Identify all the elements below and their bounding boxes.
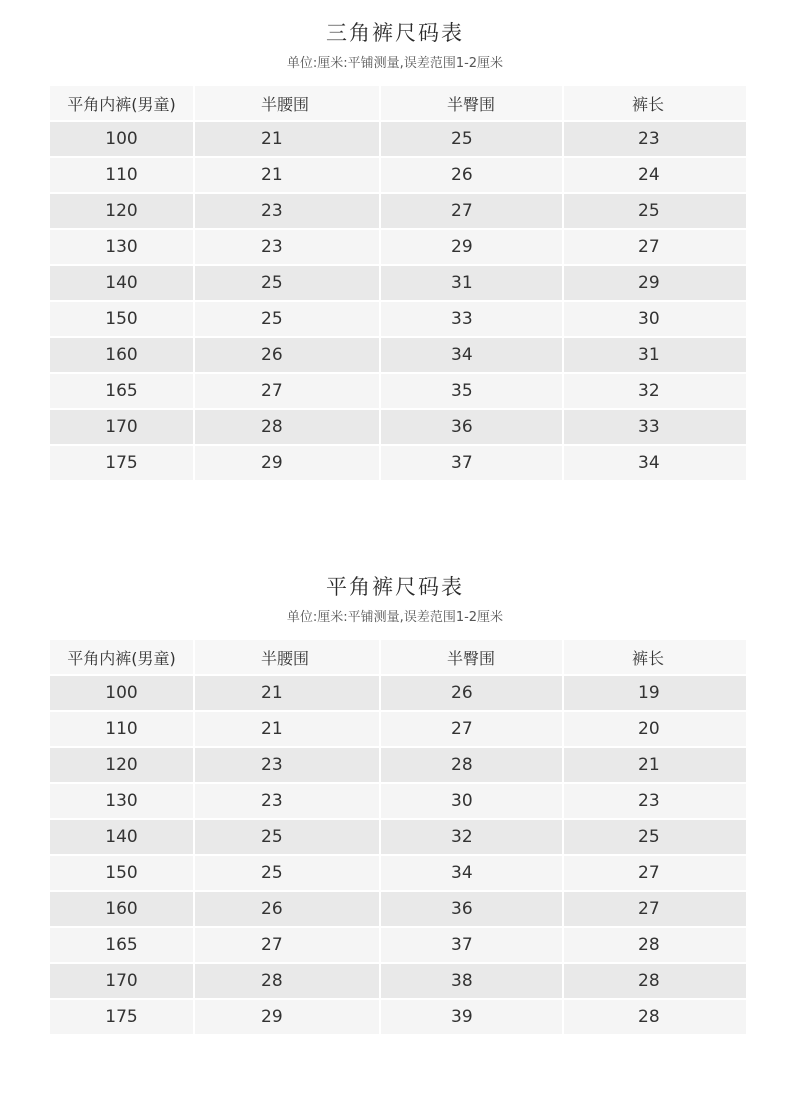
column-header: 平角内裤(男童) xyxy=(50,86,193,120)
table-row xyxy=(50,302,746,336)
table-cell: 165 xyxy=(50,928,193,962)
table-cell: 23 xyxy=(195,230,379,264)
column-header: 平角内裤(男童) xyxy=(50,640,193,674)
table-cell: 27 xyxy=(564,892,746,926)
table-cell: 35 xyxy=(381,374,562,408)
column-header: 裤长 xyxy=(564,640,746,674)
table-row xyxy=(50,374,746,408)
table-cell: 175 xyxy=(50,446,193,480)
table-cell: 110 xyxy=(50,158,193,192)
table-cell: 23 xyxy=(195,784,379,818)
table-row xyxy=(50,712,746,746)
table-cell: 21 xyxy=(195,158,379,192)
size-chart-briefs xyxy=(0,18,790,473)
column-header: 半臀围 xyxy=(381,640,562,674)
column-header: 裤长 xyxy=(564,86,746,120)
table-row xyxy=(50,748,746,782)
table-cell: 20 xyxy=(564,712,746,746)
table-row xyxy=(50,230,746,264)
table-cell: 130 xyxy=(50,230,193,264)
table-row xyxy=(50,338,746,372)
table-cell: 27 xyxy=(564,856,746,890)
table-cell: 23 xyxy=(195,194,379,228)
table-cell: 19 xyxy=(564,676,746,710)
table-row xyxy=(50,1000,746,1034)
table-cell: 38 xyxy=(381,964,562,998)
table-row xyxy=(50,410,746,444)
table-cell: 32 xyxy=(381,820,562,854)
table-cell: 150 xyxy=(50,302,193,336)
table-cell: 23 xyxy=(195,748,379,782)
table-row xyxy=(50,820,746,854)
table-cell: 33 xyxy=(564,410,746,444)
table-row xyxy=(50,892,746,926)
column-header: 半腰围 xyxy=(195,640,379,674)
table-cell: 31 xyxy=(564,338,746,372)
table-cell: 29 xyxy=(195,1000,379,1034)
header-row xyxy=(50,640,746,674)
table-cell: 23 xyxy=(564,122,746,156)
table-cell: 27 xyxy=(564,230,746,264)
table-cell: 25 xyxy=(381,122,562,156)
table-cell: 27 xyxy=(381,194,562,228)
table-cell: 110 xyxy=(50,712,193,746)
table-cell: 160 xyxy=(50,892,193,926)
table-cell: 34 xyxy=(381,338,562,372)
table-cell: 27 xyxy=(381,712,562,746)
table-cell: 33 xyxy=(381,302,562,336)
table-cell: 100 xyxy=(50,676,193,710)
table-cell: 120 xyxy=(50,194,193,228)
table-cell: 28 xyxy=(381,748,562,782)
table-cell: 27 xyxy=(195,928,379,962)
table-cell: 29 xyxy=(195,446,379,480)
table-cell: 25 xyxy=(564,820,746,854)
table-cell: 21 xyxy=(564,748,746,782)
table-cell: 34 xyxy=(564,446,746,480)
table-row xyxy=(50,676,746,710)
table-row xyxy=(50,928,746,962)
size-table xyxy=(48,638,748,1036)
table-row xyxy=(50,266,746,300)
table-cell: 160 xyxy=(50,338,193,372)
column-header: 半腰围 xyxy=(195,86,379,120)
chart-subtitle: 单位:厘米:平铺测量,误差范围1-2厘米 xyxy=(286,610,504,625)
table-cell: 175 xyxy=(50,1000,193,1034)
table-cell: 29 xyxy=(564,266,746,300)
chart-subtitle: 单位:厘米:平铺测量,误差范围1-2厘米 xyxy=(286,56,504,71)
column-header: 半臀围 xyxy=(381,86,562,120)
table-cell: 26 xyxy=(195,892,379,926)
table-cell: 37 xyxy=(381,928,562,962)
table-cell: 24 xyxy=(564,158,746,192)
table-cell: 28 xyxy=(564,1000,746,1034)
table-cell: 29 xyxy=(381,230,562,264)
table-cell: 32 xyxy=(564,374,746,408)
chart-title: 平角裤尺码表 xyxy=(326,575,464,599)
table-cell: 165 xyxy=(50,374,193,408)
table-cell: 25 xyxy=(564,194,746,228)
table-cell: 130 xyxy=(50,784,193,818)
table-cell: 30 xyxy=(564,302,746,336)
table-cell: 21 xyxy=(195,122,379,156)
table-cell: 27 xyxy=(195,374,379,408)
table-cell: 170 xyxy=(50,410,193,444)
table-cell: 36 xyxy=(381,892,562,926)
table-cell: 31 xyxy=(381,266,562,300)
table-cell: 28 xyxy=(195,964,379,998)
table-cell: 21 xyxy=(195,676,379,710)
table-cell: 28 xyxy=(564,928,746,962)
table-cell: 39 xyxy=(381,1000,562,1034)
table-row xyxy=(50,194,746,228)
chart-title: 三角裤尺码表 xyxy=(326,21,464,45)
table-row xyxy=(50,446,746,480)
table-cell: 140 xyxy=(50,266,193,300)
table-cell: 25 xyxy=(195,856,379,890)
size-chart-boxers xyxy=(0,572,790,1027)
table-cell: 170 xyxy=(50,964,193,998)
table-cell: 28 xyxy=(564,964,746,998)
table-cell: 37 xyxy=(381,446,562,480)
table-cell: 120 xyxy=(50,748,193,782)
table-cell: 36 xyxy=(381,410,562,444)
table-cell: 28 xyxy=(195,410,379,444)
table-cell: 26 xyxy=(381,158,562,192)
table-cell: 150 xyxy=(50,856,193,890)
table-cell: 21 xyxy=(195,712,379,746)
table-cell: 140 xyxy=(50,820,193,854)
table-row xyxy=(50,856,746,890)
table-row xyxy=(50,964,746,998)
table-cell: 26 xyxy=(381,676,562,710)
size-table xyxy=(48,84,748,482)
table-cell: 34 xyxy=(381,856,562,890)
table-cell: 100 xyxy=(50,122,193,156)
table-cell: 26 xyxy=(195,338,379,372)
table-cell: 30 xyxy=(381,784,562,818)
table-cell: 25 xyxy=(195,820,379,854)
table-cell: 25 xyxy=(195,302,379,336)
table-cell: 23 xyxy=(564,784,746,818)
table-row xyxy=(50,122,746,156)
table-row xyxy=(50,158,746,192)
table-row xyxy=(50,784,746,818)
header-row xyxy=(50,86,746,120)
table-cell: 25 xyxy=(195,266,379,300)
